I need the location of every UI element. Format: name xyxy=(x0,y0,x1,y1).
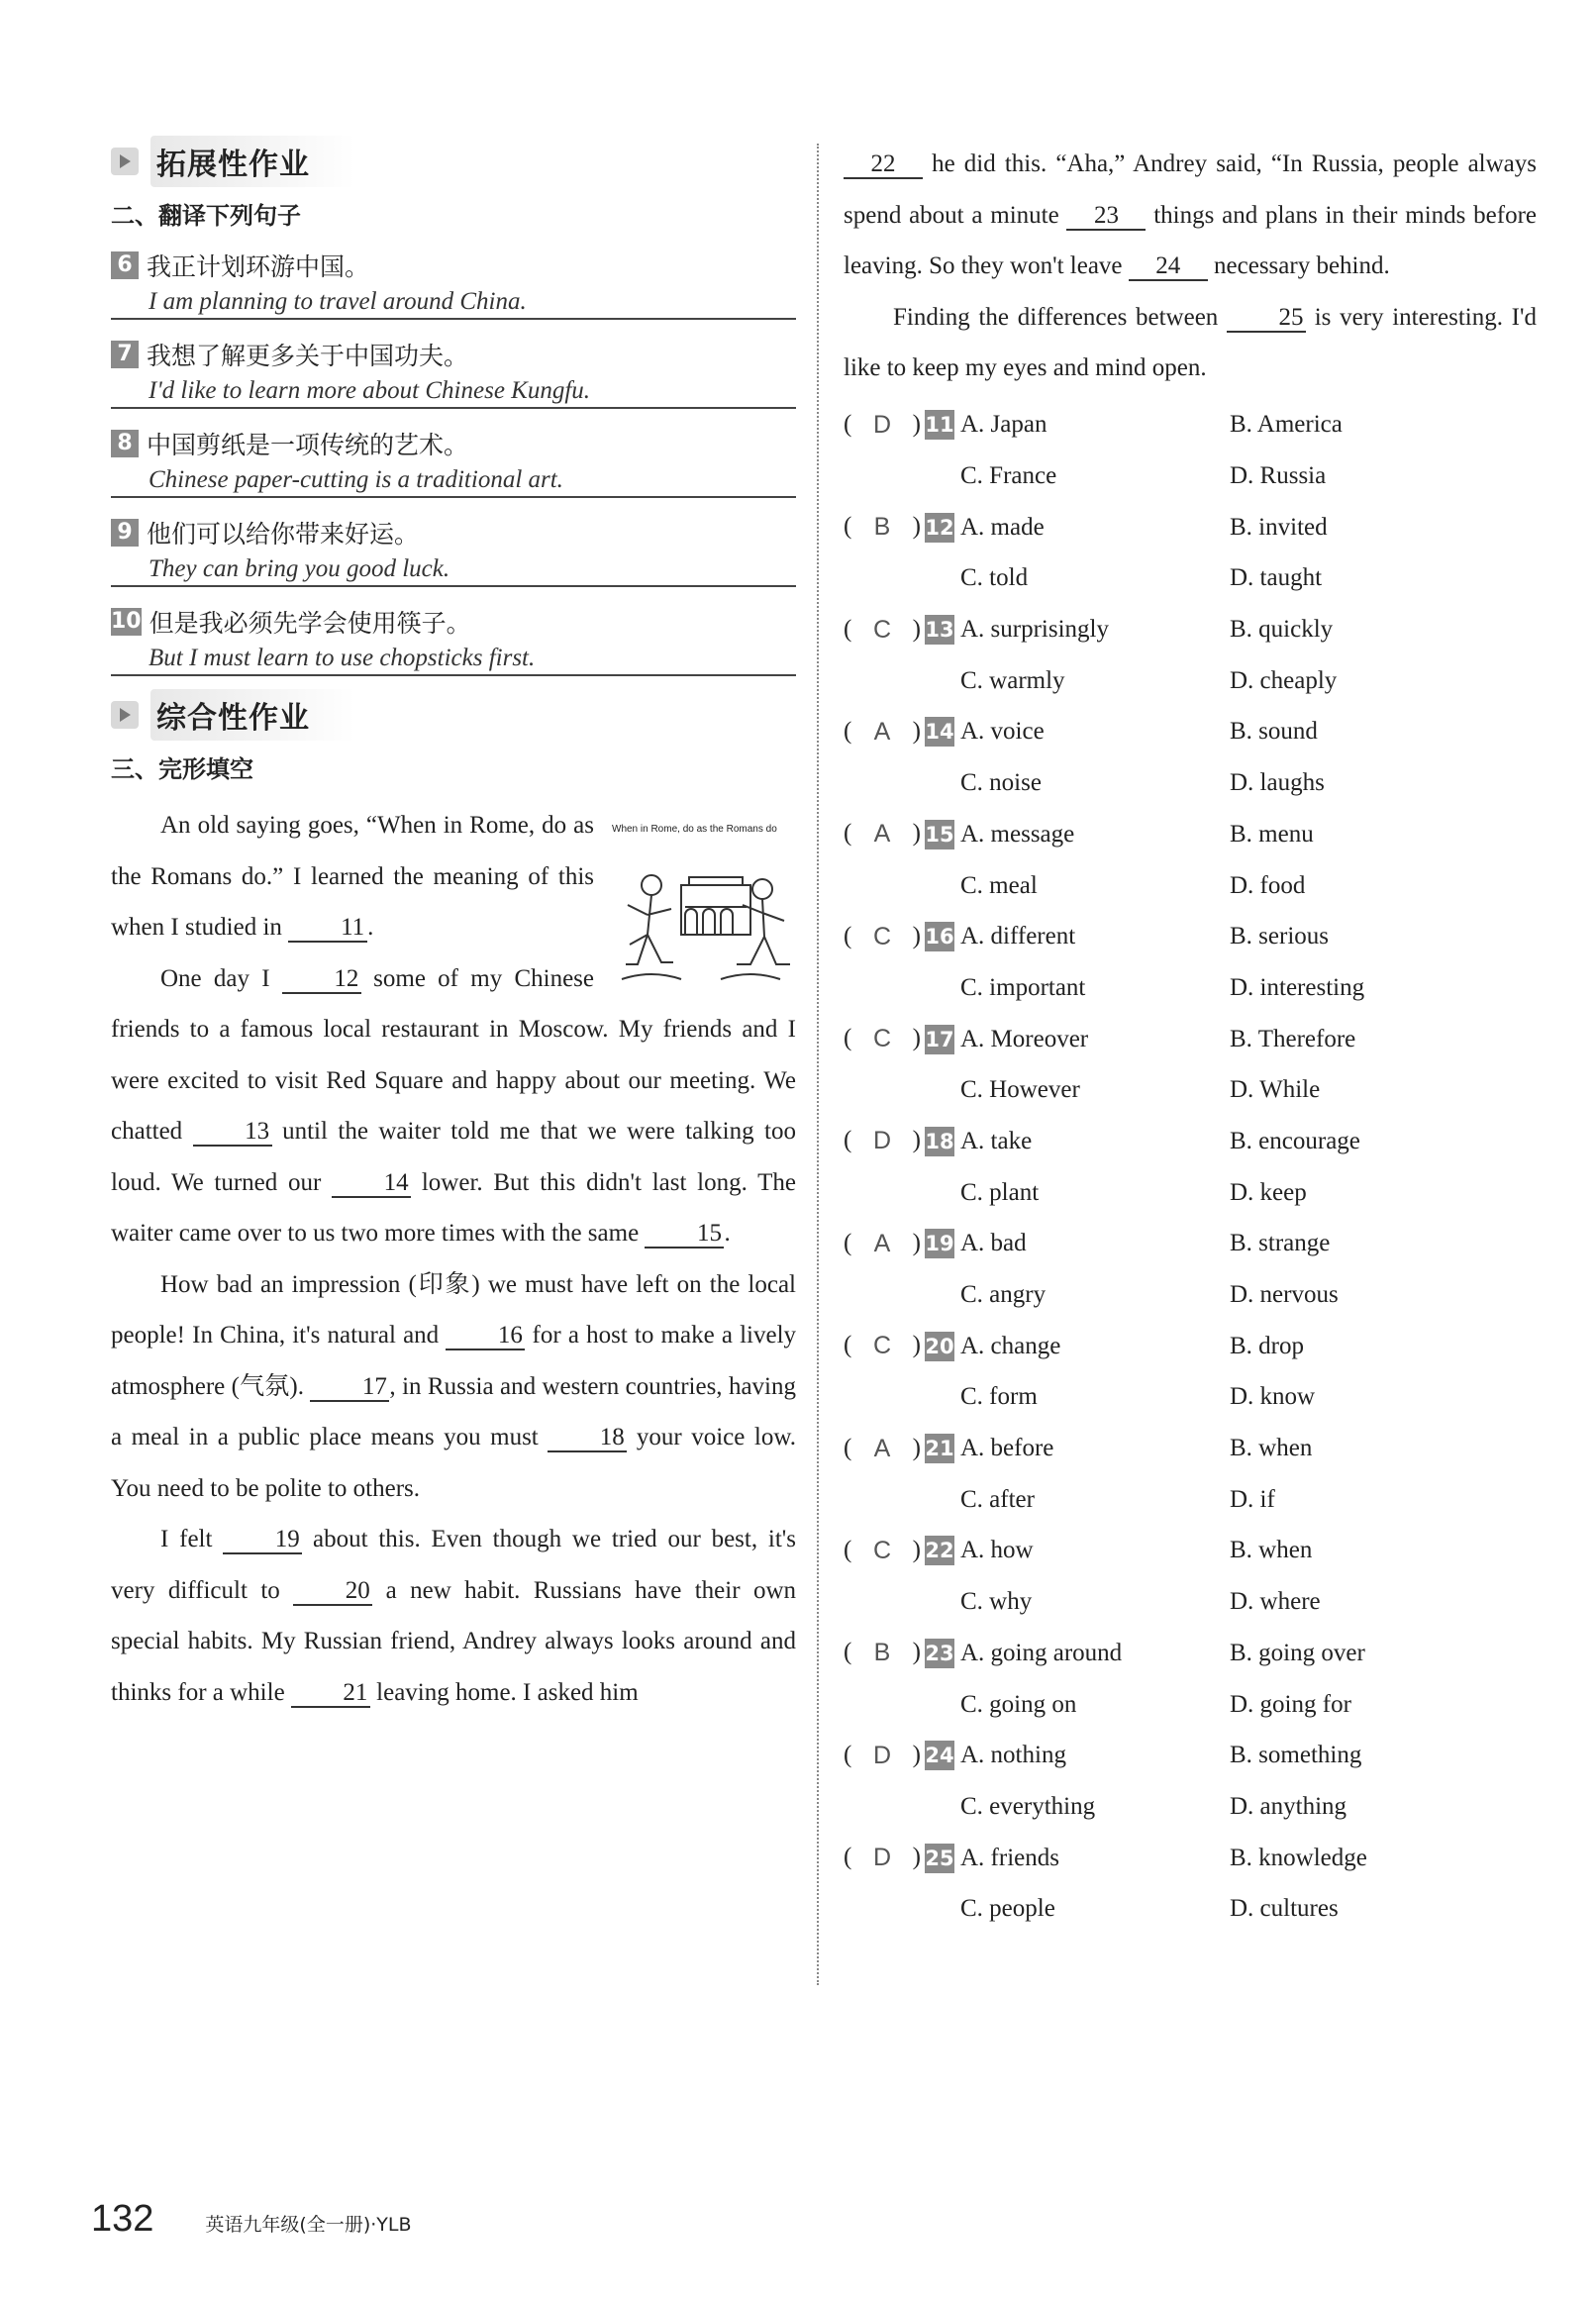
question-row xyxy=(844,1628,1537,1679)
answer-bracket[interactable]: ( A ) xyxy=(844,717,921,746)
question-row-2 xyxy=(844,1372,1537,1424)
answer-bracket[interactable]: ( C ) xyxy=(844,1332,921,1360)
question-row xyxy=(844,1423,1537,1474)
option-c[interactable]: C. why xyxy=(960,1588,1033,1616)
page-number: 132 xyxy=(91,2198,154,2240)
answer-choice: C xyxy=(872,922,892,950)
option-d[interactable]: D. anything xyxy=(1230,1792,1347,1820)
option-a[interactable]: A. change xyxy=(960,1332,1061,1359)
answer-bracket[interactable]: ( B ) xyxy=(844,1639,921,1667)
translation-list xyxy=(111,247,796,676)
answer-bracket[interactable]: ( D ) xyxy=(844,1127,921,1155)
answer-choice: C xyxy=(872,1332,892,1360)
option-a[interactable]: A. message xyxy=(960,820,1075,848)
question-number: 12 xyxy=(925,513,954,543)
option-a[interactable]: A. take xyxy=(960,1127,1033,1154)
chinese-sentence: 他们可以给你带来好运。 xyxy=(147,520,420,549)
option-b[interactable]: B. Therefore xyxy=(1230,1025,1356,1052)
option-d[interactable]: D. interesting xyxy=(1230,973,1365,1001)
option-d[interactable]: D. where xyxy=(1230,1588,1321,1616)
option-b[interactable]: B. quickly xyxy=(1230,616,1334,644)
column-divider xyxy=(817,144,819,1985)
question-number: 19 xyxy=(925,1229,954,1258)
answer-bracket[interactable]: ( C ) xyxy=(844,922,921,950)
answer-line[interactable]: Chinese paper-cutting is a traditional art. xyxy=(111,462,796,498)
answer-line[interactable]: I'd like to learn more about Chinese Kungfu. xyxy=(111,373,796,409)
question-row xyxy=(844,1321,1537,1372)
translation-item xyxy=(111,514,796,587)
option-b[interactable]: B. something xyxy=(1230,1742,1362,1769)
question-number: 23 xyxy=(925,1639,954,1668)
question-row xyxy=(844,1014,1537,1065)
section-header-extension xyxy=(111,139,796,184)
option-c[interactable]: C. told xyxy=(960,564,1029,592)
answer-line[interactable]: I am planning to travel around China. xyxy=(111,284,796,320)
translation-question xyxy=(111,425,796,462)
option-c[interactable]: C. noise xyxy=(960,769,1042,797)
book-title: 英语九年级(全一册)·YLB xyxy=(205,2214,412,2236)
translation-question xyxy=(111,247,796,284)
answer-choice: C xyxy=(872,1025,892,1053)
subsection-title: 三、完形填空 xyxy=(111,755,253,783)
question-row xyxy=(844,400,1537,451)
option-c[interactable]: C. However xyxy=(960,1076,1080,1104)
romans-cartoon-icon xyxy=(612,855,796,994)
question-row xyxy=(844,604,1537,655)
paragraph-5: Finding the differences between 25 is very interesting. I'd like to keep my eyes and mind open. xyxy=(844,303,1537,381)
question-row xyxy=(844,809,1537,860)
answer-choice: D xyxy=(872,410,892,439)
option-c[interactable]: C. everything xyxy=(960,1792,1096,1820)
right-column xyxy=(844,139,1537,1935)
translation-item xyxy=(111,247,796,320)
question-number: 18 xyxy=(925,1127,954,1156)
translation-item xyxy=(111,336,796,409)
answer-bracket[interactable]: ( D ) xyxy=(844,410,921,439)
blank-25: 25 xyxy=(1227,305,1306,333)
question-number: 20 xyxy=(925,1332,954,1361)
left-column xyxy=(111,139,796,1718)
question-row xyxy=(844,1219,1537,1270)
option-a[interactable]: A. voice xyxy=(960,718,1045,746)
question-row-2 xyxy=(844,655,1537,707)
option-a[interactable]: A. made xyxy=(960,513,1045,541)
answer-choice: A xyxy=(873,1229,891,1257)
option-c[interactable]: C. after xyxy=(960,1485,1035,1513)
section-header-comprehensive xyxy=(111,692,796,738)
option-b[interactable]: B. encourage xyxy=(1230,1127,1360,1154)
answer-bracket[interactable]: ( B ) xyxy=(844,513,921,542)
question-number: 25 xyxy=(925,1844,954,1873)
chinese-sentence: 但是我必须先学会使用筷子。 xyxy=(149,609,471,638)
question-row xyxy=(844,1526,1537,1577)
question-number: 16 xyxy=(925,922,954,951)
question-row-2 xyxy=(844,553,1537,605)
question-row-2 xyxy=(844,1781,1537,1833)
question-row-2 xyxy=(844,1167,1537,1219)
option-b[interactable]: B. serious xyxy=(1230,923,1329,950)
answer-choice: D xyxy=(872,1844,892,1872)
rome-illustration xyxy=(612,804,796,962)
question-row xyxy=(844,707,1537,758)
option-b[interactable]: B. drop xyxy=(1230,1332,1304,1359)
question-row-2 xyxy=(844,1679,1537,1731)
answer-bracket[interactable]: ( A ) xyxy=(844,820,921,849)
answer-bracket[interactable]: ( C ) xyxy=(844,1025,921,1053)
answer-bracket[interactable]: ( A ) xyxy=(844,1229,921,1257)
blank-23: 23 xyxy=(1066,203,1146,231)
option-a[interactable]: A. friends xyxy=(960,1844,1059,1871)
blank-19: 19 xyxy=(223,1527,302,1554)
answer-bracket[interactable]: ( A ) xyxy=(844,1434,921,1462)
question-row-2 xyxy=(844,1883,1537,1935)
option-c[interactable]: C. meal xyxy=(960,871,1038,899)
question-row-2 xyxy=(844,1474,1537,1526)
question-row-2 xyxy=(844,1064,1537,1116)
answer-choice: D xyxy=(872,1741,892,1769)
answer-choice: C xyxy=(872,1536,892,1564)
translation-item xyxy=(111,425,796,498)
option-b[interactable]: B. strange xyxy=(1230,1230,1331,1257)
question-row xyxy=(844,1730,1537,1781)
answer-choice: C xyxy=(872,615,892,644)
blank-15: 15 xyxy=(645,1221,724,1249)
chinese-sentence: 我想了解更多关于中国功夫。 xyxy=(147,342,469,370)
paragraph-4: I felt 19 about this. Even though we tried our best, it's very difficult to 20 a new habit. Russians have their own special habits. My Russian friend, Andrey always looks around and thinks for a while 21 leaving home. I asked him xyxy=(111,1526,797,1706)
answer-choice: B xyxy=(873,513,891,542)
option-c[interactable]: C. France xyxy=(960,462,1057,490)
option-d[interactable]: D. food xyxy=(1230,871,1306,899)
chinese-sentence: 我正计划环游中国。 xyxy=(147,252,370,281)
blank-11: 11 xyxy=(288,915,367,943)
option-d[interactable]: D. cheaply xyxy=(1230,666,1338,694)
option-b[interactable]: B. knowledge xyxy=(1230,1844,1367,1871)
option-d[interactable]: D. laughs xyxy=(1230,769,1325,797)
option-b[interactable]: B. when xyxy=(1230,1537,1313,1564)
page-footer xyxy=(91,2198,412,2241)
option-d[interactable]: D. taught xyxy=(1230,564,1323,592)
option-c[interactable]: C. plant xyxy=(960,1178,1040,1206)
blank-20: 20 xyxy=(293,1578,372,1606)
section-title: 拓展性作业 xyxy=(150,136,355,187)
paragraph-2: One day I 12 some of my Chinese friends to a famous local restaurant in Moscow. My friends and I were excited to visit Red Square and happy about our meeting. We chatted 13 until the waiter told me that we were talking too loud. We turned our 14 lower. But this didn't last long. The waiter came over to us two more times with the same 15 . xyxy=(111,964,797,1247)
translation-question xyxy=(111,336,796,373)
question-number: 22 xyxy=(925,1536,954,1565)
question-row xyxy=(844,1116,1537,1167)
option-a[interactable]: A. how xyxy=(960,1537,1034,1564)
option-a[interactable]: A. going around xyxy=(960,1639,1123,1666)
question-number: 6 xyxy=(111,251,139,279)
answer-line[interactable]: They can bring you good luck. xyxy=(111,551,796,587)
question-number: 14 xyxy=(925,717,954,747)
question-row-2 xyxy=(844,1269,1537,1321)
section-title: 综合性作业 xyxy=(150,689,355,741)
translation-question xyxy=(111,514,796,551)
option-d[interactable]: D. if xyxy=(1230,1485,1275,1513)
question-number: 13 xyxy=(925,615,954,645)
answer-choice: A xyxy=(873,717,891,746)
cloze-passage-continued xyxy=(844,139,1537,394)
option-c[interactable]: C. form xyxy=(960,1383,1038,1411)
translation-item xyxy=(111,603,796,676)
option-d[interactable]: D. While xyxy=(1230,1076,1321,1104)
question-row xyxy=(844,502,1537,553)
blank-13: 13 xyxy=(193,1119,272,1147)
question-list xyxy=(844,400,1537,1936)
option-d[interactable]: D. know xyxy=(1230,1383,1316,1411)
question-number: 10 xyxy=(111,609,142,634)
question-number: 15 xyxy=(925,820,954,849)
paragraph-3: How bad an impression (印象) we must have left on the local people! In China, it's natural and 16 for a host to make a lively atmosphere (气氛). 17 , in Russia and western countries, having a meal in a public place means you must 18 your voice low. You need to be polite to others. xyxy=(111,1270,797,1502)
answer-bracket[interactable]: ( D ) xyxy=(844,1844,921,1872)
cloze-passage xyxy=(111,800,796,1718)
question-row xyxy=(844,1833,1537,1884)
question-number: 7 xyxy=(111,341,139,368)
question-row-2 xyxy=(844,757,1537,809)
question-row-2 xyxy=(844,450,1537,502)
option-c[interactable]: C. angry xyxy=(960,1281,1047,1309)
option-d[interactable]: D. nervous xyxy=(1230,1281,1339,1309)
blank-12: 12 xyxy=(282,966,361,994)
option-d[interactable]: D. going for xyxy=(1230,1690,1351,1718)
paragraph-1: An old saying goes, “When in Rome, do as the Romans do.” I learned the meaning of this when I studied in 11 . xyxy=(111,812,594,941)
question-row-2 xyxy=(844,860,1537,912)
question-number: 9 xyxy=(111,519,139,547)
option-b[interactable]: B. America xyxy=(1230,411,1343,439)
question-number: 8 xyxy=(111,430,139,457)
option-a[interactable]: A. nothing xyxy=(960,1742,1066,1769)
answer-choice: A xyxy=(873,1434,891,1462)
question-row-2 xyxy=(844,962,1537,1014)
option-b[interactable]: B. invited xyxy=(1230,513,1328,541)
paragraph-4-continued: 22 he did this. “Aha,” Andrey said, “In Russia, people always spend about a minute 23 things and plans in their minds before leaving. So they won't leave 24 necessary behind. xyxy=(844,150,1538,279)
option-d[interactable]: D. cultures xyxy=(1230,1895,1339,1923)
answer-bracket[interactable]: ( C ) xyxy=(844,1536,921,1564)
option-c[interactable]: C. important xyxy=(960,973,1086,1001)
option-b[interactable]: B. menu xyxy=(1230,820,1314,848)
option-a[interactable]: A. bad xyxy=(960,1230,1027,1257)
option-a[interactable]: A. before xyxy=(960,1435,1054,1462)
blank-21: 21 xyxy=(291,1680,370,1708)
option-a[interactable]: A. surprisingly xyxy=(960,616,1109,644)
option-c[interactable]: C. going on xyxy=(960,1690,1077,1718)
arrow-icon xyxy=(111,701,139,729)
answer-bracket[interactable]: ( D ) xyxy=(844,1741,921,1769)
answer-line[interactable]: But I must learn to use chopsticks first. xyxy=(111,641,796,676)
answer-choice: A xyxy=(873,820,891,849)
question-number: 11 xyxy=(925,410,954,440)
option-d[interactable]: D. Russia xyxy=(1230,462,1327,490)
option-b[interactable]: B. going over xyxy=(1230,1639,1365,1666)
option-c[interactable]: C. people xyxy=(960,1895,1055,1923)
arrow-icon xyxy=(111,148,139,175)
answer-choice: D xyxy=(872,1127,892,1155)
blank-18: 18 xyxy=(548,1425,627,1452)
blank-14: 14 xyxy=(332,1170,411,1198)
option-a[interactable]: A. different xyxy=(960,923,1076,950)
question-number: 17 xyxy=(925,1025,954,1054)
question-number: 21 xyxy=(925,1434,954,1463)
question-row xyxy=(844,911,1537,962)
answer-bracket[interactable]: ( C ) xyxy=(844,615,921,644)
illustration-caption: When in Rome, do as the Romans do xyxy=(612,824,777,835)
option-b[interactable]: B. when xyxy=(1230,1435,1313,1462)
question-row-2 xyxy=(844,1576,1537,1628)
blank-17: 17 xyxy=(310,1374,389,1402)
blank-22: 22 xyxy=(844,151,923,179)
option-b[interactable]: B. sound xyxy=(1230,718,1318,746)
question-number: 24 xyxy=(925,1741,954,1770)
blank-16: 16 xyxy=(446,1323,525,1350)
chinese-sentence: 中国剪纸是一项传统的艺术。 xyxy=(147,431,469,459)
option-c[interactable]: C. warmly xyxy=(960,666,1065,694)
option-a[interactable]: A. Japan xyxy=(960,411,1047,439)
option-d[interactable]: D. keep xyxy=(1230,1178,1307,1206)
option-a[interactable]: A. Moreover xyxy=(960,1025,1089,1052)
translation-question xyxy=(111,603,796,641)
subsection-title: 二、翻译下列句子 xyxy=(111,202,301,230)
blank-24: 24 xyxy=(1129,253,1208,281)
answer-choice: B xyxy=(873,1639,891,1667)
